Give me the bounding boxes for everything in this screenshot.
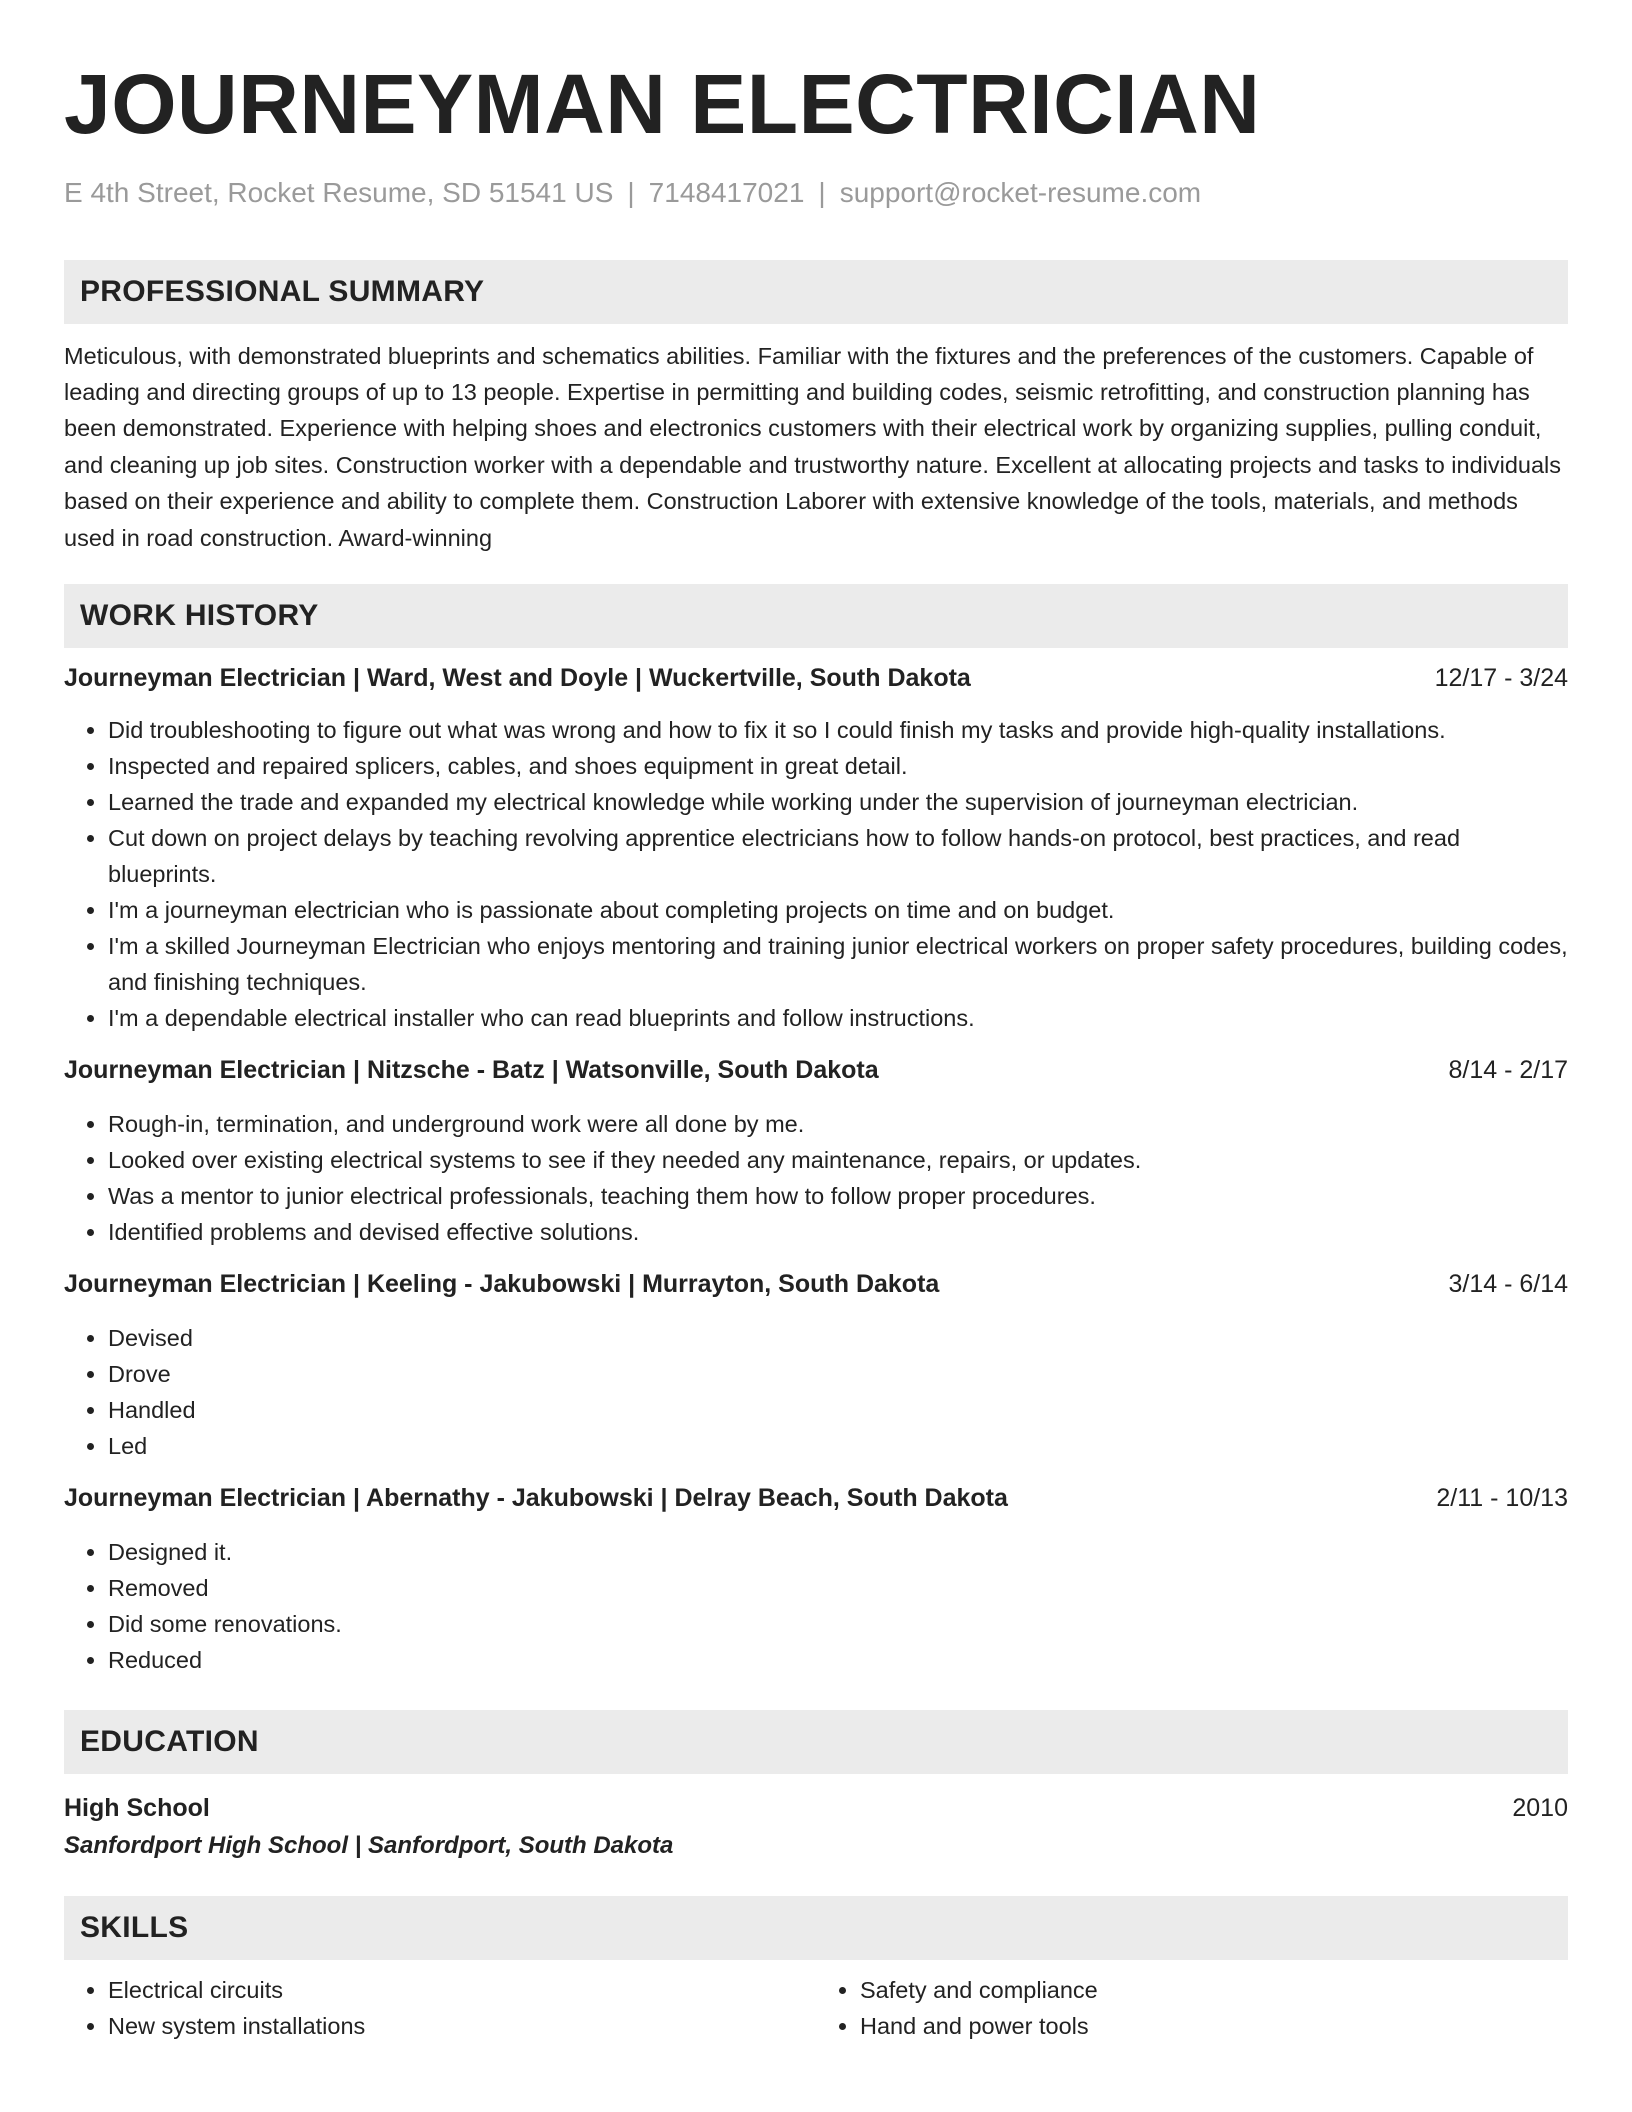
skills-column-right — [816, 1972, 1568, 2044]
resume-name: JOURNEYMAN ELECTRICIAN — [64, 57, 1261, 151]
education-year: 2010 — [1512, 1793, 1568, 1822]
job-bullet: • Inspected and repaired splicers, cables, and shoes equipment in great detail. — [108, 748, 1568, 784]
job-bullet: • Did troubleshooting to figure out what was wrong and how to fix it so I could finish my tasks and provide high-quality installations. — [108, 712, 1568, 748]
job-bullet: • I'm a skilled Journeyman Electrician who enjoys mentoring and training junior electrical workers on proper safety procedures, building codes, and finishing techniques. — [108, 928, 1568, 1000]
contact-line — [64, 176, 1568, 210]
skill-item: • Electrical circuits — [108, 1972, 816, 2008]
job-bullet: • I'm a dependable electrical installer who can read blueprints and follow instructions. — [108, 1000, 1568, 1036]
job-bullets — [64, 1534, 1568, 1678]
job-bullets — [64, 712, 1568, 1036]
education-school: Sanfordport High School | Sanfordport, South Dakota — [64, 1832, 674, 1860]
job-entry — [64, 1052, 1568, 1250]
education-header — [64, 1790, 1568, 1826]
job-title: Journeyman Electrician | Ward, West and Doyle | Wuckertville, South Dakota — [64, 663, 971, 692]
contact-separator: | — [627, 177, 635, 208]
skills-list — [64, 1972, 1568, 2044]
education-section-header: EDUCATION — [64, 1710, 1568, 1774]
job-header — [64, 1480, 1568, 1516]
job-title: Journeyman Electrician | Abernathy - Jakubowski | Delray Beach, South Dakota — [64, 1483, 1008, 1512]
job-bullet: • Led — [108, 1428, 1568, 1464]
job-bullet: • Devised — [108, 1320, 1568, 1356]
job-bullet: • Reduced — [108, 1642, 1568, 1678]
job-bullet: • Was a mentor to junior electrical professionals, teaching them how to follow proper procedures. — [108, 1178, 1568, 1214]
work-history-section-header: WORK HISTORY — [64, 584, 1568, 648]
job-bullet: • Cut down on project delays by teaching revolving apprentice electricians how to follow hands-on protocol, best practices, and read blueprints. — [108, 820, 1568, 892]
job-bullet: • Did some renovations. — [108, 1606, 1568, 1642]
skills-section-header: SKILLS — [64, 1896, 1568, 1960]
job-header — [64, 1266, 1568, 1302]
contact-phone: 7148417021 — [648, 177, 805, 208]
summary-section-header: PROFESSIONAL SUMMARY — [64, 260, 1568, 324]
job-bullet: • I'm a journeyman electrician who is passionate about completing projects on time and on budget. — [108, 892, 1568, 928]
skill-item: • Safety and compliance — [860, 1972, 1568, 2008]
job-dates: 12/17 - 3/24 — [1434, 663, 1568, 692]
job-dates: 8/14 - 2/17 — [1448, 1055, 1568, 1084]
contact-email: support@rocket-resume.com — [839, 177, 1202, 208]
job-title: Journeyman Electrician | Keeling - Jakubowski | Murrayton, South Dakota — [64, 1269, 940, 1298]
job-bullet: • Drove — [108, 1356, 1568, 1392]
job-entry — [64, 660, 1568, 1036]
job-bullet: • Removed — [108, 1570, 1568, 1606]
job-bullets — [64, 1106, 1568, 1250]
job-header — [64, 660, 1568, 696]
contact-separator: | — [818, 177, 826, 208]
job-entry — [64, 1480, 1568, 1678]
job-bullet: • Identified problems and devised effective solutions. — [108, 1214, 1568, 1250]
skill-item: • Hand and power tools — [860, 2008, 1568, 2044]
contact-address: E 4th Street, Rocket Resume, SD 51541 US — [64, 177, 614, 208]
education-degree: High School — [64, 1793, 210, 1822]
job-bullets — [64, 1320, 1568, 1464]
job-bullet: • Handled — [108, 1392, 1568, 1428]
job-title: Journeyman Electrician | Nitzsche - Batz | Watsonville, South Dakota — [64, 1055, 879, 1084]
skill-item: • New system installations — [108, 2008, 816, 2044]
summary-text: Meticulous, with demonstrated blueprints and schematics abilities. Familiar with the fixtures and the preferences of the customers. Capable of leading and directing groups of up to 13 people. Expertise in permitting and building codes, seismic retrofitting, and construction planning has been demonstrated. Experience with helping shoes and electronics customers with their electrical work by organizing supplies, pulling conduit, and cleaning up job sites. Construction worker with a dependable and trustworthy nature. Excellent at allocating projects and tasks to individuals based on their experience and ability to complete them. Construction Laborer with extensive knowledge of the tools, materials, and methods used in road construction. Award-winning — [64, 342, 1562, 551]
job-bullet: • Rough-in, termination, and underground work were all done by me. — [108, 1106, 1568, 1142]
job-bullet: • Learned the trade and expanded my electrical knowledge while working under the supervision of journeyman electrician. — [108, 784, 1568, 820]
job-header — [64, 1052, 1568, 1088]
job-bullet: • Designed it. — [108, 1534, 1568, 1570]
job-dates: 2/11 - 10/13 — [1436, 1483, 1568, 1512]
job-entry — [64, 1266, 1568, 1464]
job-dates: 3/14 - 6/14 — [1448, 1269, 1568, 1298]
job-bullet: • Looked over existing electrical systems to see if they needed any maintenance, repairs, or updates. — [108, 1142, 1568, 1178]
skills-column-left — [64, 1972, 816, 2044]
